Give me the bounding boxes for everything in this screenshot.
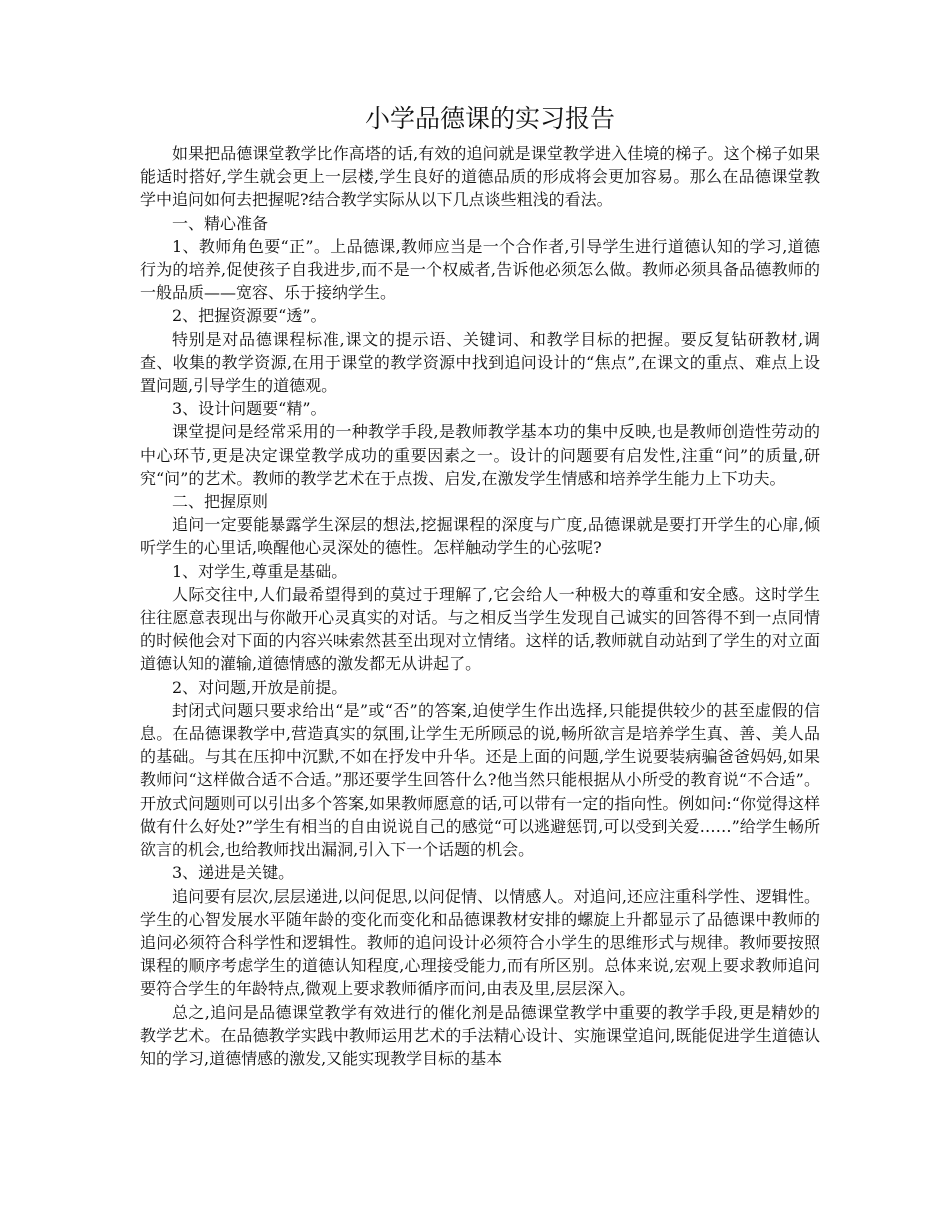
- paragraph: 追问要有层次,层层递进,以问促思,以问促情、以情感人。对追问,还应注重科学性、逻辑性。学生的心智发展水平随年龄的变化而变化和品德课教材安排的螺旋上升都显示了品德课中教师的追问必须符合科学性和逻辑性。教师的追问设计必须符合小学生的思维形式与规律。教师要按照课程的顺序考虑学生的道德认知程度,心理接受能力,而有所区别。总体来说,宏观上要求教师追问要符合学生的年龄特点,微观上要求教师循序而问,由表及里,层层深入。: [140, 886, 820, 999]
- document-page: [140, 100, 820, 1070]
- paragraph: 1、教师角色要“正”。上品德课,教师应当是一个合作者,引导学生进行道德认知的学习,道德行为的培养,促使孩子自我进步,而不是一个权威者,告诉他必须怎么做。教师必须具备品德教师的一般品质——宽容、乐于接纳学生。: [140, 236, 820, 303]
- paragraph: 总之,追问是品德课堂教学有效进行的催化剂是品德课堂教学中重要的教学手段,更是精妙的教学艺术。在品德教学实践中教师运用艺术的手法精心设计、实施课堂追问,既能促进学生道德认知的学习,道德情感的激发,又能实现教学目标的基本: [140, 1002, 820, 1068]
- subsection-heading: 2、对问题,开放是前提。: [172, 677, 348, 697]
- subsection-heading: 2、把握资源要“透”。: [172, 306, 327, 326]
- subsection-heading: 3、设计问题要“精”。: [172, 399, 327, 419]
- section-heading: 一、精心准备: [172, 213, 269, 233]
- paragraph: 封闭式问题只要求给出“是”或“否”的答案,迫使学生作出选择,只能提供较少的甚至虚假的信息。在品德课教学中,营造真实的氛围,让学生无所顾忌的说,畅所欲言是培养学生真、善、美人品的基础。与其在压抑中沉默,不如在抒发中升华。还是上面的问题,学生说要装病骗爸爸妈妈,如果教师问“这样做合适不合适。”那还要学生回答什么?他当然只能根据从小所受的教育说“不合适”。开放式问题则可以引出多个答案,如果教师愿意的话,可以带有一定的指向性。例如问:“你觉得这样做有什么好处?”学生有相当的自由说说自己的感觉“可以逃避惩罚,可以受到关爱……”给学生畅所欲言的机会,也给教师找出漏洞,引入下一个话题的机会。: [140, 700, 820, 860]
- section-heading: 二、把握原则: [172, 492, 269, 512]
- paragraph: 人际交往中,人们最希望得到的莫过于理解了,它会给人一种极大的尊重和安全感。这时学生往往愿意表现出与你敞开心灵真实的对话。与之相反当学生发现自己诚实的回答得不到一点同情的时候他会对下面的内容兴味索然甚至出现对立情绪。这样的话,教师就自动站到了学生的对立面道德认知的灌输,道德情感的激发都无从讲起了。: [140, 584, 820, 674]
- subsection-heading: 3、递进是关键。: [172, 863, 295, 883]
- paragraph: 特别是对品德课程标准,课文的提示语、关键词、和教学目标的把握。要反复钻研教材,调查、收集的教学资源,在用于课堂的教学资源中找到追问设计的“焦点”,在课文的重点、难点上设置问题,引导学生的道德观。: [140, 329, 820, 396]
- paragraph: 追问一定要能暴露学生深层的想法,挖掘课程的深度与广度,品德课就是要打开学生的心扉,倾听学生的心里话,唤醒他心灵深处的德性。怎样触动学生的心弦呢?: [140, 515, 820, 558]
- paragraph: 如果把品德课堂教学比作高塔的话,有效的追问就是课堂教学进入佳境的梯子。这个梯子如果能适时搭好,学生就会更上一层楼,学生良好的道德品质的形成将会更加容易。那么在品德课堂教学中追问如何去把握呢?结合教学实际从以下几点谈些粗浅的看法。: [140, 144, 820, 210]
- subsection-heading: 1、对学生,尊重是基础。: [172, 561, 348, 581]
- document-title: 小学品德课的实习报告: [364, 104, 615, 133]
- paragraph: 课堂提问是经常采用的一种教学手段,是教师教学基本功的集中反映,也是教师创造性劳动的中心环节,更是决定课堂教学成功的重要因素之一。设计的问题要有启发性,注重“问”的质量,研究“问”的艺术。教师的教学艺术在于点拨、启发,在激发学生情感和培养学生能力上下功夫。: [140, 422, 820, 488]
